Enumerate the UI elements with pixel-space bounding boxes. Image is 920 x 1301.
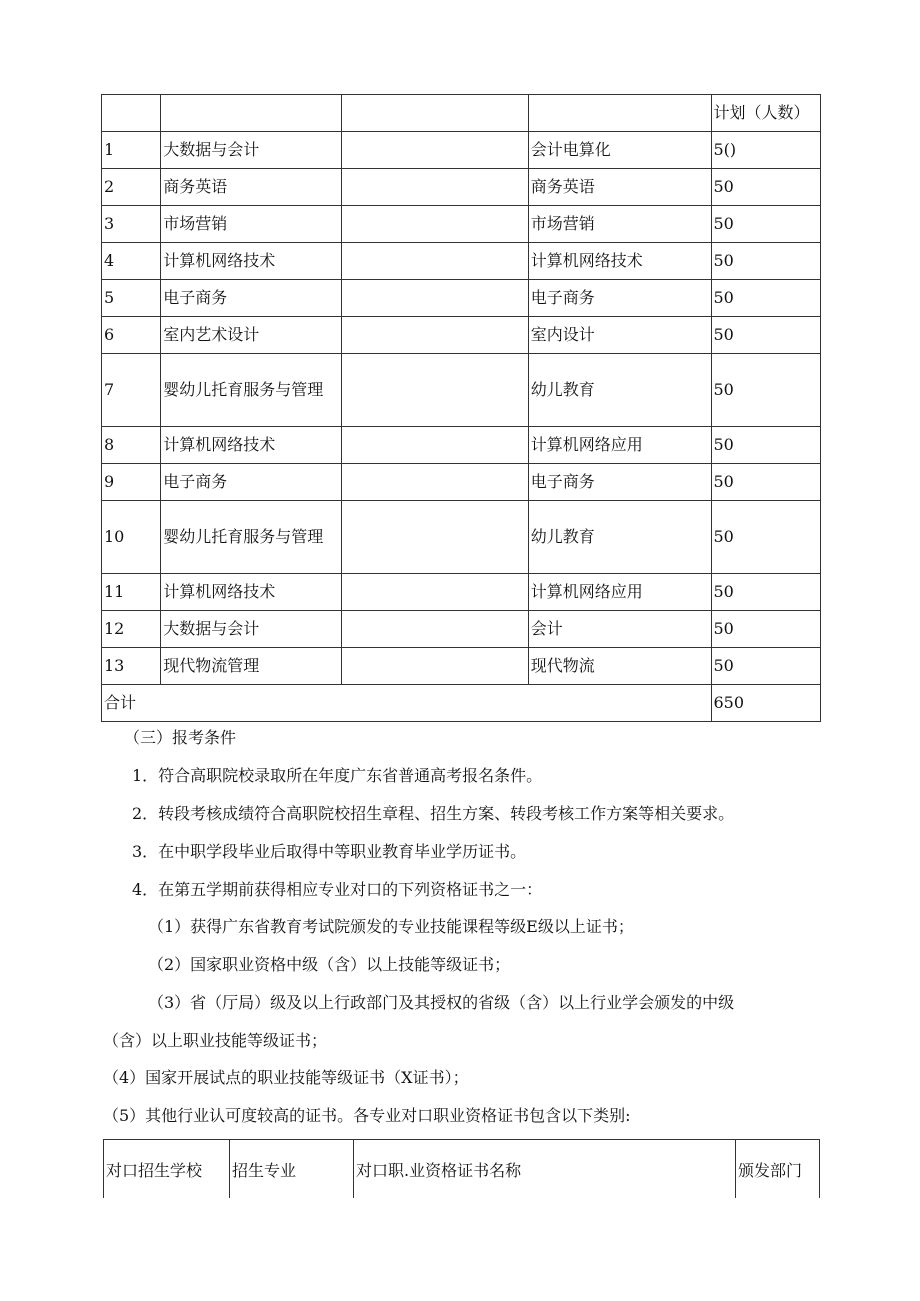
mid-cell: [341, 317, 528, 354]
major-name: 婴幼儿托育服务与管理: [161, 354, 342, 427]
plan-count: 5(): [711, 132, 821, 169]
major-name: 计算机网络技术: [161, 243, 342, 280]
condition-sub-2: （2）国家职业资格中级（含）以上技能等级证书；: [148, 955, 511, 974]
major-name: 大数据与会计: [161, 611, 342, 648]
row-number: 12: [102, 611, 161, 648]
major-name: 现代物流管理: [161, 648, 342, 685]
major-name: 电子商务: [161, 280, 342, 317]
major-name: 计算机网络技术: [161, 574, 342, 611]
mid-cell: [341, 427, 528, 464]
plan-count: 50: [711, 648, 821, 685]
matched-major: 电子商务: [528, 280, 711, 317]
row-number: 2: [102, 169, 161, 206]
condition-item-4: 4．在第五学期前获得相应专业对口的下列资格证书之一：: [132, 880, 543, 899]
cert-header-issuer: 颁发部门: [736, 1140, 820, 1199]
major-name: 计算机网络技术: [161, 427, 342, 464]
plan-count: 50: [711, 354, 821, 427]
total-label: 合计: [102, 685, 712, 722]
major-name: 婴幼儿托育服务与管理: [161, 501, 342, 574]
mid-cell: [341, 280, 528, 317]
matched-major: 会计: [528, 611, 711, 648]
mid-cell: [341, 648, 528, 685]
row-number: 13: [102, 648, 161, 685]
row-number: 9: [102, 464, 161, 501]
matched-major: 计算机网络应用: [528, 574, 711, 611]
condition-item-2: 2．转段考核成绩符合高职院校招生章程、招生方案、转段考核工作方案等相关要求。: [132, 804, 735, 823]
row-number: 6: [102, 317, 161, 354]
plan-count: 50: [711, 280, 821, 317]
matched-major: 幼儿教育: [528, 501, 711, 574]
plan-count: 50: [711, 317, 821, 354]
total-value: 650: [711, 685, 821, 722]
table-row: [102, 427, 821, 464]
row-number: 3: [102, 206, 161, 243]
condition-sub-3a: （3）省（厅局）级及以上行政部门及其授权的省级（含）以上行业学会颁发的中级: [148, 993, 735, 1012]
plan-count: 50: [711, 574, 821, 611]
matched-major: 商务英语: [528, 169, 711, 206]
cert-header-certificate: 对口职.业资格证书名称: [354, 1140, 736, 1199]
major-name: 室内艺术设计: [161, 317, 342, 354]
mid-cell: [341, 243, 528, 280]
matched-major: 幼儿教育: [528, 354, 711, 427]
plan-header-row: [102, 95, 821, 132]
table-row: [102, 464, 821, 501]
plan-count: 50: [711, 206, 821, 243]
table-row: [102, 243, 821, 280]
row-number: 8: [102, 427, 161, 464]
major-name: 市场营销: [161, 206, 342, 243]
table-row: [102, 354, 821, 427]
cert-header-major: 招生专业: [230, 1140, 354, 1199]
table-row: [102, 648, 821, 685]
row-number: 7: [102, 354, 161, 427]
header-cell: [161, 95, 342, 132]
row-number: 11: [102, 574, 161, 611]
table-row: [102, 501, 821, 574]
table-row: [102, 611, 821, 648]
cert-header-row: [104, 1140, 820, 1199]
mid-cell: [341, 354, 528, 427]
plan-count: 50: [711, 611, 821, 648]
plan-count: 50: [711, 464, 821, 501]
condition-item-1: 1．符合高职院校录取所在年度广东省普通高考报名条件。: [132, 766, 543, 785]
mid-cell: [341, 206, 528, 243]
table-row: [102, 280, 821, 317]
header-cell-plan: 计划（人数）: [711, 95, 821, 132]
condition-item-3: 3．在中职学段毕业后取得中等职业教育毕业学历证书。: [132, 842, 527, 861]
row-number: 5: [102, 280, 161, 317]
condition-sub-4: （4）国家开展试点的职业技能等级证书（X证书）；: [103, 1068, 469, 1087]
matched-major: 会计电算化: [528, 132, 711, 169]
plan-count: 50: [711, 501, 821, 574]
table-row: [102, 132, 821, 169]
row-number: 1: [102, 132, 161, 169]
table-row: [102, 206, 821, 243]
matched-major: 室内设计: [528, 317, 711, 354]
table-row: [102, 574, 821, 611]
cert-header-school: 对口招生学校: [104, 1140, 230, 1199]
mid-cell: [341, 132, 528, 169]
condition-sub-3b: （含）以上职业技能等级证书；: [103, 1031, 328, 1050]
mid-cell: [341, 501, 528, 574]
total-row: [102, 685, 821, 722]
header-cell: [528, 95, 711, 132]
major-name: 商务英语: [161, 169, 342, 206]
plan-count: 50: [711, 427, 821, 464]
enrollment-plan-table: [101, 94, 821, 722]
mid-cell: [341, 574, 528, 611]
header-cell: [341, 95, 528, 132]
certificate-table: [103, 1139, 820, 1198]
matched-major: 市场营销: [528, 206, 711, 243]
table-row: [102, 169, 821, 206]
conditions-heading: （三）报考条件: [124, 728, 237, 747]
matched-major: 现代物流: [528, 648, 711, 685]
mid-cell: [341, 464, 528, 501]
mid-cell: [341, 611, 528, 648]
row-number: 4: [102, 243, 161, 280]
condition-sub-5: （5）其他行业认可度较高的证书。各专业对口职业资格证书包含以下类别:: [103, 1106, 631, 1125]
table-row: [102, 317, 821, 354]
condition-sub-1: （1）获得广东省教育考试院颁发的专业技能课程等级E级以上证书；: [148, 917, 634, 936]
matched-major: 电子商务: [528, 464, 711, 501]
header-cell: [102, 95, 161, 132]
matched-major: 计算机网络应用: [528, 427, 711, 464]
plan-count: 50: [711, 243, 821, 280]
matched-major: 计算机网络技术: [528, 243, 711, 280]
major-name: 电子商务: [161, 464, 342, 501]
plan-count: 50: [711, 169, 821, 206]
row-number: 10: [102, 501, 161, 574]
major-name: 大数据与会计: [161, 132, 342, 169]
mid-cell: [341, 169, 528, 206]
